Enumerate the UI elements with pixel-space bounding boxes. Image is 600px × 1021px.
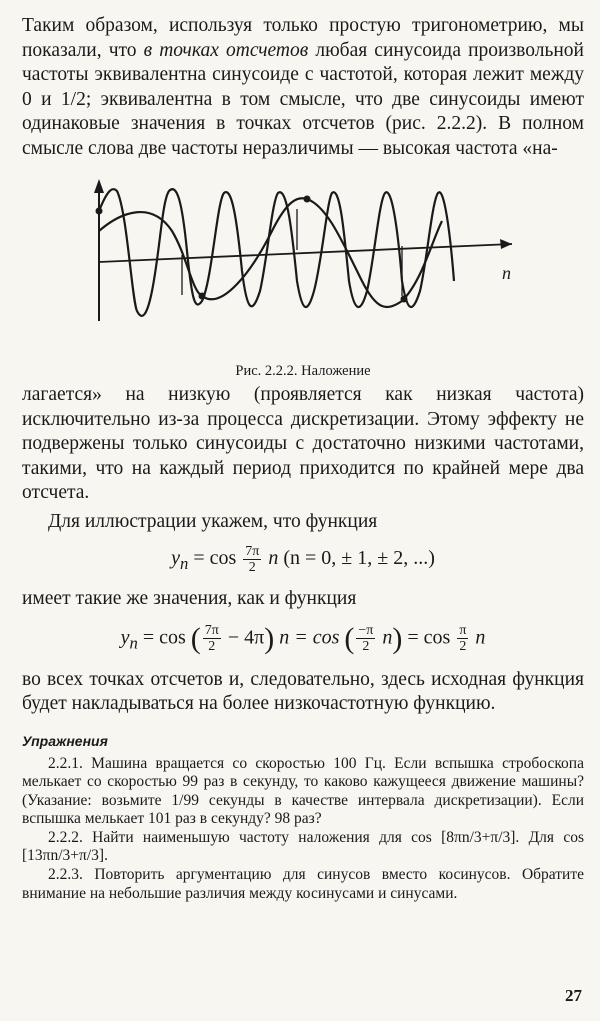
high-frequency-curve xyxy=(99,189,454,316)
x-axis-label: n xyxy=(502,263,511,283)
paragraph-4: имеет такие же значения, как и функция xyxy=(22,588,357,609)
exercises-title: Упражнения xyxy=(22,732,108,749)
formula-2-eq1: = cos xyxy=(137,626,191,649)
low-frequency-curve xyxy=(99,198,442,307)
formula-1 xyxy=(22,544,584,575)
x-axis-arrow xyxy=(500,239,512,249)
paragraph-1-italic: в точках отсчетов xyxy=(143,39,309,61)
formula-2-n1: n = cos xyxy=(274,626,345,649)
sample-point-1 xyxy=(96,208,103,215)
formula-2-n3: n xyxy=(470,626,486,649)
formula-2-f2-den: 2 xyxy=(362,639,370,654)
formula-2-fraction-1 xyxy=(203,623,221,654)
formula-1-sub: n xyxy=(179,554,189,574)
formula-1-lhs: y xyxy=(171,547,180,570)
formula-2-f3-num: π xyxy=(459,623,467,638)
formula-2-sub: n xyxy=(129,633,138,653)
exercise-2-2-3: 2.2.3. Повторить аргументацию для синусов вместо косинусов. Обратите внимание на небольшие различия между косинусами и синусами. xyxy=(22,866,584,902)
formula-2-minus: − 4π xyxy=(222,626,265,649)
paragraph-5: во всех точках отсчетов и, следовательно, здесь исходная функция будет накладываться на более низкочастотную функцию. xyxy=(22,668,584,714)
page-number: 27 xyxy=(565,986,582,1005)
aliasing-figure xyxy=(22,171,584,401)
paragraph-3: Для иллюстрации укажем, что функция xyxy=(48,510,378,532)
formula-2-f1-den: 2 xyxy=(208,639,216,654)
formula-1-frac-den: 2 xyxy=(248,560,256,575)
paragraph-1-text-a: Таким образом, используя только простую тригонометрию, мы показали, что xyxy=(22,15,584,61)
formula-1-frac-num: 7π xyxy=(245,544,260,559)
formula-2-fraction-2 xyxy=(356,623,375,654)
paragraph-2: лагается» на низкую (проявляется как низкая частота) исключительно из-за процесса дискретизации. Этому эффекту не подвержены только синусоиды с достаточно низкими частотами, такими, что на каждый период приходится по крайней мере два отсчета. xyxy=(22,384,584,503)
sample-point-2 xyxy=(199,293,206,300)
figure-caption: Рис. 2.2.2. Наложение xyxy=(235,363,371,379)
paragraph-1 xyxy=(22,14,584,161)
y-axis-arrow xyxy=(94,179,104,193)
formula-2: $y_n = \cos$ ( $\frac{7\pi}{2}$ − 4π) n = cos ( $\frac{-\pi}{2}$ n) = cos $\frac{\pi}{2}$ n xyxy=(120,621,486,655)
formula-1-fraction xyxy=(243,544,261,575)
sample-point-3 xyxy=(304,196,311,203)
formula-2-eq3: = cos xyxy=(402,626,456,649)
aliasing-plot xyxy=(82,171,522,356)
exercise-2-2-1: 2.2.1. Машина вращается со скоростью 100 Гц. Если вспышка стробоскопа мелькает со скоростью 99 раз в секунду, то каково кажущееся движение машины? (Указание: возьмите 1/99 секунды в качестве интервала дискретизации). Если вспышка мелькает 101 раз в секунду? 98 раз? xyxy=(22,754,584,828)
formula-2-f1-num: 7π xyxy=(204,623,219,638)
formula-1-var: n xyxy=(263,547,279,570)
formula-2-f3-den: 2 xyxy=(459,639,467,654)
formula-1-eq: = cos xyxy=(188,547,242,570)
exercise-2-2-2: 2.2.2. Найти наименьшую частоту наложения для cos [8πn/3+π/3]. Для cos [13πn/3+π/3]. xyxy=(22,828,584,865)
page-body xyxy=(22,14,584,903)
formula-1-condition: (n = 0, ± 1, ± 2, ...) xyxy=(278,547,435,570)
paragraph-1-text-b: любая синусоида произвольной частоты эквивалентна синусоиде с частотой, которая лежит между 0 и 1/2; эквивалентна в том смысле, что две синусоиды имеют одинаковые значения в точках отсчетов (рис. 2.2.2). В полном смысле слова две частоты неразличимы — высокая частота «на- xyxy=(22,39,584,159)
formula-2-f2-num: −π xyxy=(358,623,374,638)
formula-2-lhs: y xyxy=(120,626,130,649)
sample-point-4 xyxy=(401,296,408,303)
formula-2-fraction-3 xyxy=(457,623,468,654)
formula-2-n2: n xyxy=(377,626,393,649)
